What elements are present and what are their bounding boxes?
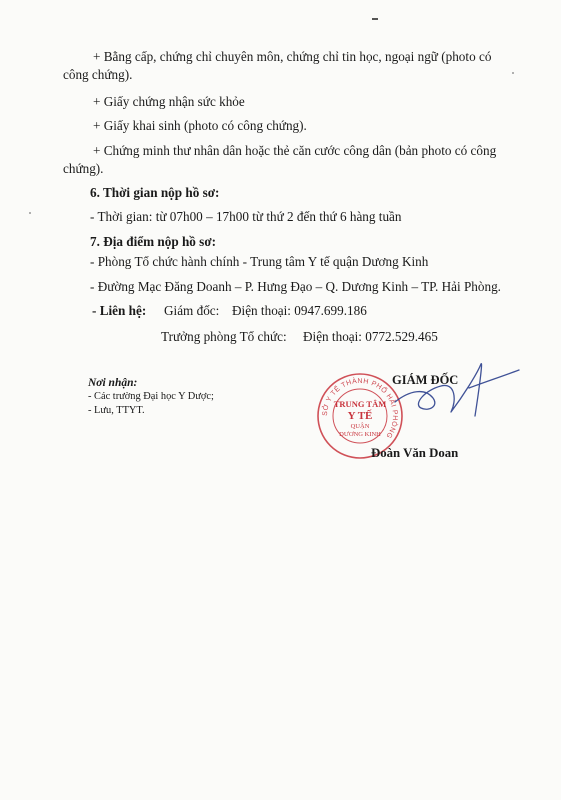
contact-org-head-phone: Điện thoại: 0772.529.465: [303, 329, 438, 344]
section6-time: - Thời gian: từ 07h00 – 17h00 từ thứ 2 đến thứ 6 hàng tuần: [90, 209, 402, 224]
stamp-ring-text: SỞ Y TẾ THÀNH PHỐ HẢI PHÒNG: [321, 377, 399, 440]
contact-director-phone: Điện thoại: 0947.699.186: [232, 303, 367, 318]
recipients-heading: Nơi nhận:: [88, 377, 138, 389]
doc-item-id-cont: chứng).: [63, 161, 104, 176]
stamp-line4: DƯƠNG KINH: [339, 431, 381, 438]
doc-item-birth: + Giấy khai sinh (photo có công chứng).: [93, 118, 307, 133]
contact-org-head: Trưởng phòng Tổ chức:: [161, 329, 287, 344]
doc-item-degrees: + Bằng cấp, chứng chỉ chuyên môn, chứng chỉ tin học, ngoại ngữ (photo có: [93, 49, 492, 64]
page-mark: [372, 18, 378, 20]
doc-item-id: + Chứng minh thư nhân dân hoặc thẻ căn cước công dân (bản photo có công: [93, 143, 497, 158]
scan-speck: [512, 72, 514, 74]
section7-heading: 7. Địa điểm nộp hồ sơ:: [90, 234, 217, 249]
doc-item-health: + Giấy chứng nhận sức khỏe: [93, 94, 245, 109]
recipient-1: - Các trường Đại học Y Dược;: [88, 391, 214, 402]
contact-label: - Liên hệ:: [92, 303, 147, 318]
section7-place2: - Đường Mạc Đăng Doanh – P. Hưng Đạo – Q. Dương Kinh – TP. Hải Phòng.: [90, 279, 501, 294]
section7-place1: - Phòng Tổ chức hành chính - Trung tâm Y tế quận Dương Kinh: [90, 254, 429, 269]
contact-director: Giám đốc:: [164, 303, 220, 318]
stamp-line2: Y TẾ: [347, 410, 373, 422]
signer-name: Đoàn Văn Doan: [371, 446, 459, 460]
section6-heading: 6. Thời gian nộp hồ sơ:: [90, 185, 220, 200]
scan-speck: [29, 212, 31, 214]
recipient-2: - Lưu, TTYT.: [88, 405, 145, 416]
stamp-line1: TRUNG TÂM: [333, 399, 387, 409]
doc-item-degrees-cont: công chứng).: [63, 67, 133, 82]
handwritten-signature: [385, 360, 525, 435]
signer-title: GIÁM ĐỐC: [392, 373, 459, 387]
stamp-line3: QUẬN: [350, 423, 370, 430]
